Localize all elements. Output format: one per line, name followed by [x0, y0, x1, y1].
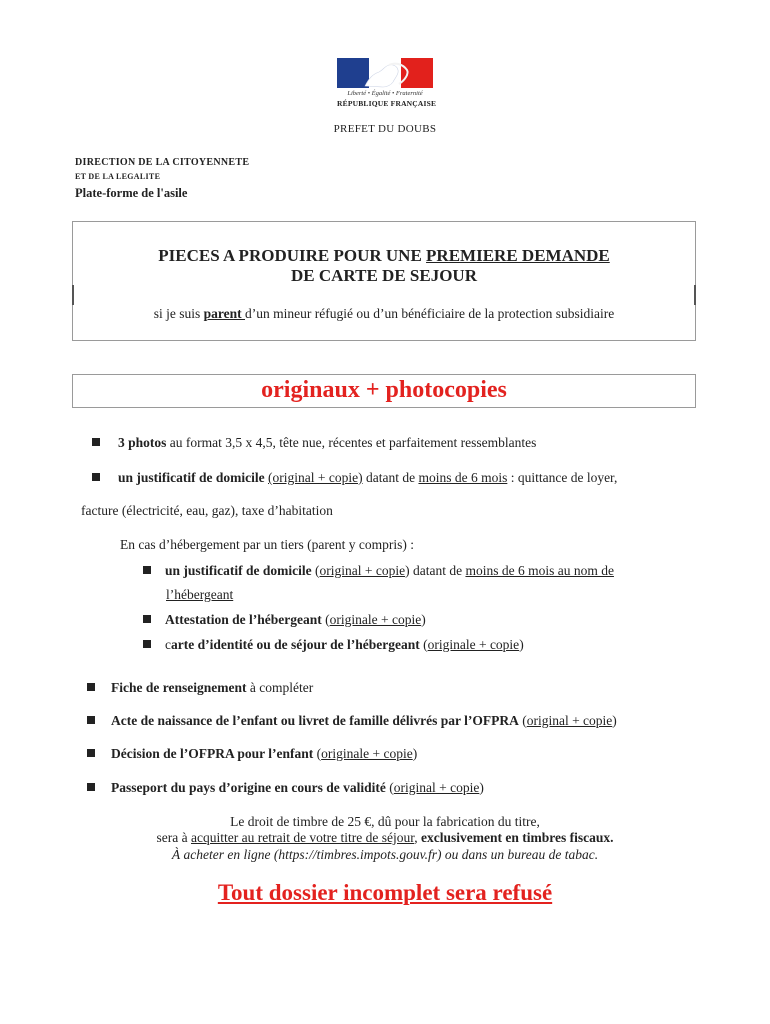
list-item-decision-ofpra: Décision de l’OFPRA pour l’enfant (originale + copie) — [87, 746, 417, 762]
incomplete-file-warning: Tout dossier incomplet sera refusé — [217, 880, 553, 905]
direction-line-2: ET DE LA LEGALITE — [75, 172, 161, 181]
list-item-fiche: Fiche de renseignement à compléter — [87, 680, 313, 696]
bullet-square-icon — [87, 716, 95, 724]
direction-line-1: DIRECTION DE LA CITOYENNETE — [75, 157, 250, 168]
list-item-photos: 3 photos au format 3,5 x 4,5, tête nue, récentes et parfaitement ressemblantes — [92, 435, 536, 451]
sublist-item-domicile-continued: l’hébergeant — [166, 587, 234, 602]
list-item-domicile: un justificatif de domicile (original + copie) datant de moins de 6 mois : quittance de loyer, — [92, 470, 617, 486]
prefet-heading: PREFET DU DOUBS — [333, 123, 437, 135]
title-underlined: PREMIERE DEMANDE — [426, 246, 610, 265]
banner-title: originaux + photocopies — [261, 377, 507, 403]
document-subtitle: si je suis parent d’un mineur réfugié ou d’un bénéficiaire de la protection subsidiaire — [153, 306, 615, 321]
republic-name: RÉPUBLIQUE FRANÇAISE — [337, 99, 437, 108]
bullet-square-icon — [87, 683, 95, 691]
list-item-passeport: Passeport du pays d’origine en cours de validité (original + copie) — [87, 780, 484, 796]
bullet-square-icon — [143, 640, 151, 648]
bullet-square-icon — [143, 566, 151, 574]
list-item-domicile-continued: facture (électricité, eau, gaz), taxe d’habitation — [81, 503, 333, 518]
document-title-line-1: PIECES A PRODUIRE POUR UNE PREMIERE DEMANDE — [158, 246, 610, 265]
bullet-square-icon — [92, 473, 100, 481]
stamp-duty-line-2: sera à acquitter au retrait de votre titre de séjour, exclusivement en timbres fiscaux. — [156, 830, 614, 845]
box-marker-right — [694, 285, 696, 305]
bullet-square-icon — [87, 749, 95, 757]
sublist-item-attestation: Attestation de l’hébergeant (originale + copie) — [143, 612, 426, 628]
marianne-profile-icon — [355, 60, 415, 88]
republique-francaise-logo — [337, 58, 437, 112]
sublist-item-domicile: un justificatif de domicile (original + copie) datant de moins de 6 mois au nom de — [143, 563, 614, 579]
subtitle-parent: parent — [203, 306, 246, 321]
list-item-acte-naissance: Acte de naissance de l’enfant ou livret de famille délivrés par l’OFPRA (original + copie) — [87, 713, 617, 729]
stamp-duty-line-3: À acheter en ligne (https://timbres.impots.gouv.fr) ou dans un bureau de tabac. — [171, 847, 599, 862]
document-title-line-2: DE CARTE DE SEJOUR — [291, 266, 477, 285]
bullet-square-icon — [92, 438, 100, 446]
platform-label: Plate-forme de l'asile — [75, 186, 188, 200]
republic-motto: Liberté • Égalité • Fraternité — [347, 90, 423, 97]
stamp-duty-line-1: Le droit de timbre de 25 €, dû pour la fabrication du titre, — [230, 814, 540, 829]
hebergement-intro: En cas d’hébergement par un tiers (parent y compris) : — [120, 537, 415, 552]
sublist-item-identity-card: carte d’identité ou de séjour de l’hébergeant (originale + copie) — [143, 637, 524, 653]
bullet-square-icon — [143, 615, 151, 623]
box-marker-left — [72, 285, 74, 305]
bullet-square-icon — [87, 783, 95, 791]
